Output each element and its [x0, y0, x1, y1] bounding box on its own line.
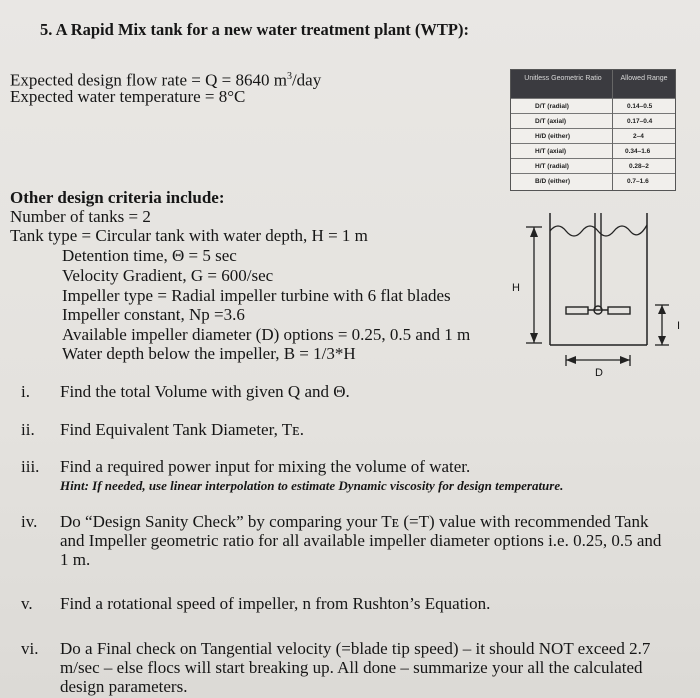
question-text-line3: design parameters.: [60, 677, 188, 696]
table-row: [511, 158, 675, 174]
question-text-line2: and Impeller geometric ratio for all available impeller diameter options i.e. 0.25, 0.5 and: [60, 531, 662, 550]
criteria-diameters: Available impeller diameter (D) options = 0.25, 0.5 and 1 m: [62, 325, 471, 344]
problem-heading: 5. A Rapid Mix tank for a new water treatment plant (WTP):: [40, 20, 469, 39]
question-hint: Hint: If needed, use linear interpolation to estimate Dynamic viscosity for design temperature.: [60, 478, 564, 493]
range-cell: 0.34–1.6: [625, 148, 651, 155]
clearance-dimension: [655, 305, 669, 345]
ratio-cell: D/T (axial): [535, 118, 567, 125]
ratio-cell: H/T (axial): [535, 148, 567, 155]
question-text: Find a rotational speed of impeller, n from Rushton’s Equation.: [60, 594, 491, 613]
label-i: I: [677, 320, 681, 332]
question-number: i.: [21, 382, 30, 401]
question-number: ii.: [21, 420, 35, 439]
table-divider: [612, 70, 613, 190]
question-number: iv.: [21, 512, 38, 531]
question-text: Find the total Volume with given Q and Θ.: [60, 382, 350, 401]
impeller: [566, 306, 630, 314]
ratio-cell: D/T (radial): [535, 103, 569, 110]
table-header: [511, 70, 675, 98]
temperature-line: Expected water temperature = 8°C: [10, 87, 246, 106]
criteria-impeller-constant: Impeller constant, Np =3.6: [62, 305, 245, 324]
range-cell: 0.28–2: [629, 163, 649, 170]
tank-diagram: [500, 205, 700, 380]
geometric-ratio-table: [510, 69, 676, 191]
criteria-depth-below: Water depth below the impeller, B = 1/3*H: [62, 344, 356, 363]
ratio-cell: H/T (radial): [535, 163, 569, 170]
question-text-line1: Do a Final check on Tangential velocity (=blade tip speed) – it should NOT exceed 2.7: [60, 639, 651, 658]
table-row: [511, 128, 675, 144]
range-cell: 0.7–1.6: [627, 178, 649, 185]
table-row: [511, 98, 675, 114]
impeller-shaft: [595, 213, 601, 309]
water-surface: [550, 225, 647, 236]
table-row: [511, 173, 675, 189]
question-text: Find Equivalent Tank Diameter, Tᴇ.: [60, 420, 304, 439]
flow-rate-unit: /day: [291, 70, 322, 90]
table-row: [511, 143, 675, 159]
range-cell: 2–4: [633, 133, 644, 140]
question-number: v.: [21, 594, 33, 613]
criteria-title: Other design criteria include:: [10, 188, 225, 207]
table-header-range: Allowed Range: [620, 75, 668, 82]
flow-rate-exponent: 3: [286, 71, 292, 82]
criteria-velocity-gradient: Velocity Gradient, G = 600/sec: [62, 266, 274, 285]
ratio-cell: H/D (either): [535, 133, 571, 140]
diameter-dimension: [566, 355, 630, 366]
question-text: Find a required power input for mixing the volume of water.: [60, 457, 471, 476]
range-cell: 0.14–0.5: [627, 103, 653, 110]
question-text-line1: Do “Design Sanity Check” by comparing your Tᴇ (=T) value with recommended Tank: [60, 512, 649, 531]
question-text-line3: 1 m.: [60, 550, 91, 569]
criteria-detention: Detention time, Θ = 5 sec: [62, 246, 237, 265]
question-number: vi.: [21, 639, 39, 658]
question-text-line2: m/sec – else flocs will start breaking up. All done – summarize your all the calculated: [60, 658, 643, 677]
height-dimension: [526, 227, 542, 343]
ratio-cell: B/D (either): [535, 178, 571, 185]
label-d: D: [595, 367, 603, 379]
table-header-ratio: Unitless Geometric Ratio: [524, 75, 602, 82]
range-cell: 0.17–0.4: [627, 118, 653, 125]
label-h: H: [512, 282, 520, 294]
criteria-impeller-type: Impeller type = Radial impeller turbine with 6 flat blades: [62, 286, 451, 305]
criteria-tank-type: Tank type = Circular tank with water depth, H = 1 m: [10, 226, 368, 245]
criteria-tanks: Number of tanks = 2: [10, 207, 151, 226]
table-row: [511, 113, 675, 129]
question-number: iii.: [21, 457, 40, 476]
flow-rate-text: Expected design flow rate = Q = 8640 m: [10, 70, 287, 90]
